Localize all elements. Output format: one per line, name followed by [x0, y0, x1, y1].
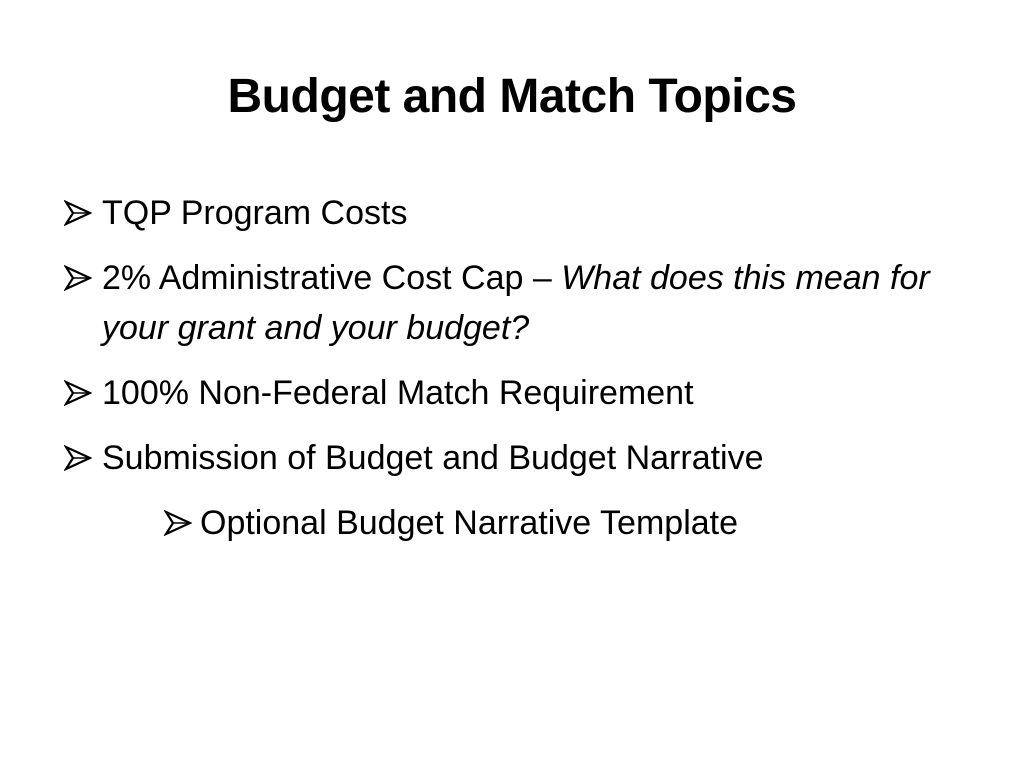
arrow-bullet-icon	[64, 200, 92, 226]
arrow-bullet-icon	[64, 445, 92, 471]
bullet-text: Submission of Budget and Budget Narrative	[102, 439, 764, 477]
sub-bullet-item	[164, 498, 964, 548]
arrow-bullet-icon	[164, 510, 192, 536]
bullet-italic-text: What does this mean for your grant and your budget?	[102, 259, 930, 347]
slide-title: Budget and Match Topics	[227, 70, 797, 123]
bullet-item	[64, 433, 964, 483]
arrow-bullet-icon	[64, 380, 92, 406]
bullet-text: TQP Program Costs	[102, 194, 408, 232]
bullet-text: 100% Non-Federal Match Requirement	[102, 374, 694, 412]
bullet-list	[64, 188, 964, 563]
bullet-item	[64, 253, 964, 353]
bullet-item	[64, 188, 964, 238]
bullet-item	[64, 368, 964, 418]
arrow-bullet-icon	[64, 265, 92, 291]
bullet-text: 2% Administrative Cost Cap –	[102, 259, 562, 297]
bullet-text: Optional Budget Narrative Template	[200, 504, 739, 542]
